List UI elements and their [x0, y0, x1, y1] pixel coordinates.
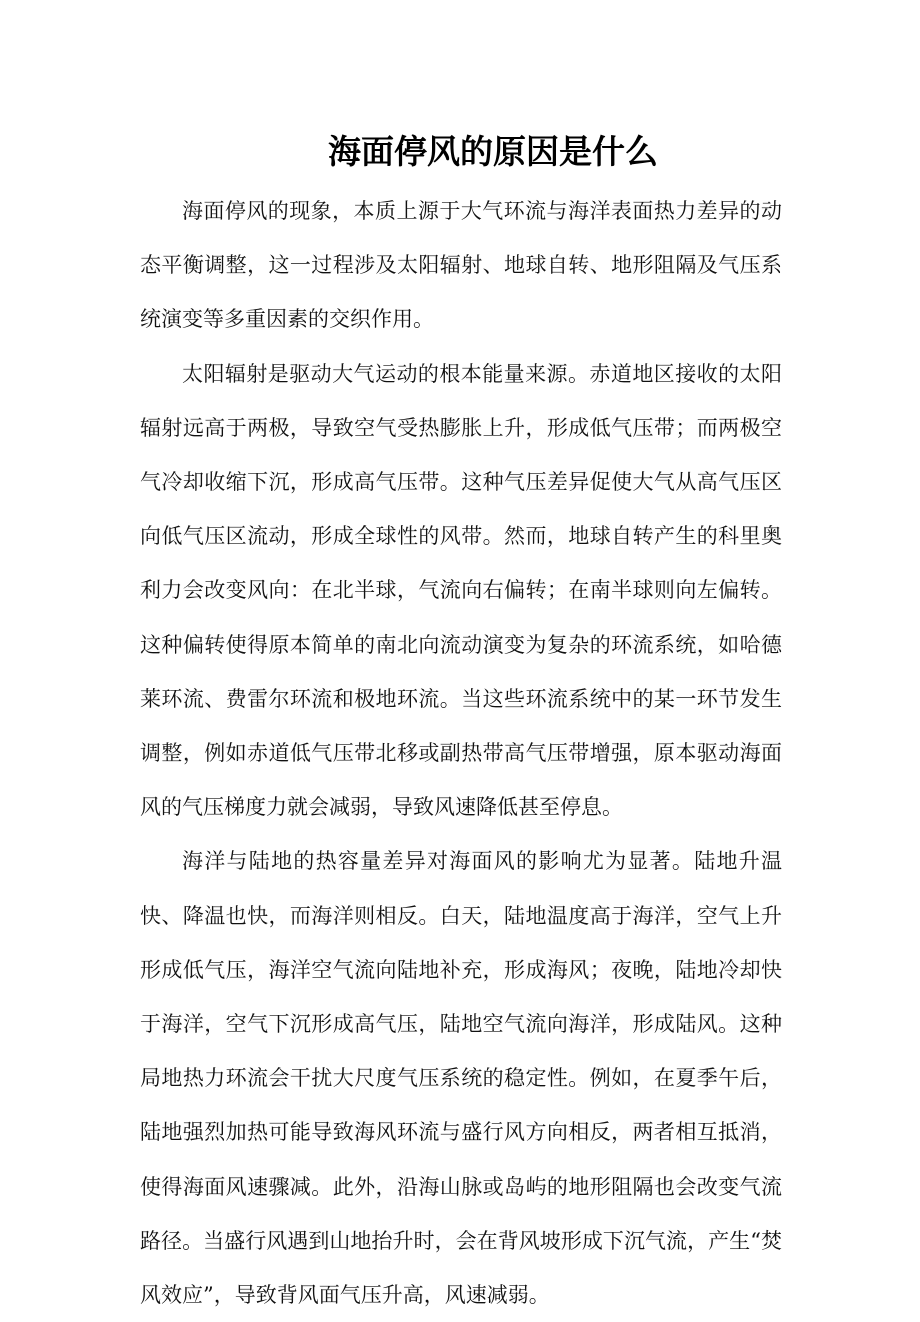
- document-body: [140, 184, 782, 1322]
- document-title: 海面停风的原因是什么: [328, 132, 658, 171]
- paragraph-intro: 海面停风的现象，本质上源于大气环流与海洋表面热力差异的动态平衡调整，这一过程涉及太阳辐射、地球自转、地形阻隔及气压系统演变等多重因素的交织作用。: [140, 199, 782, 332]
- paragraph-land-sea-contrast: 海洋与陆地的热容量差异对海面风的影响尤为显著。陆地升温快、降温也快，而海洋则相反。白天，陆地温度高于海洋，空气上升形成低气压，海洋空气流向陆地补充，形成海风；夜晚，陆地冷却快于海洋，空气下沉形成高气压，陆地空气流向海洋，形成陆风。这种局地热力环流会干扰大尺度气压系统的稳定性。例如，在夏季午后，陆地强烈加热可能导致海风环流与盛行风方向相反，两者相互抵消，使得海面风速骤减。此外，沿海山脉或岛屿的地形阻隔也会改变气流路径。当盛行风遇到山地抬升时，会在背风坡形成下沉气流，产生“焚风效应”，导致背风面气压升高，风速减弱。: [140, 849, 782, 1308]
- paragraph-solar-radiation: 太阳辐射是驱动大气运动的根本能量来源。赤道地区接收的太阳辐射远高于两极，导致空气受热膨胀上升，形成低气压带；而两极空气冷却收缩下沉，形成高气压带。这种气压差异促使大气从高气压区向低气压区流动，形成全球性的风带。然而，地球自转产生的科里奥利力会改变风向：在北半球，气流向右偏转；在南半球则向左偏转。这种偏转使得原本简单的南北向流动演变为复杂的环流系统，如哈德莱环流、费雷尔环流和极地环流。当这些环流系统中的某一环节发生调整，例如赤道低气压带北移或副热带高气压带增强，原本驱动海面风的气压梯度力就会减弱，导致风速降低甚至停息。: [140, 361, 782, 820]
